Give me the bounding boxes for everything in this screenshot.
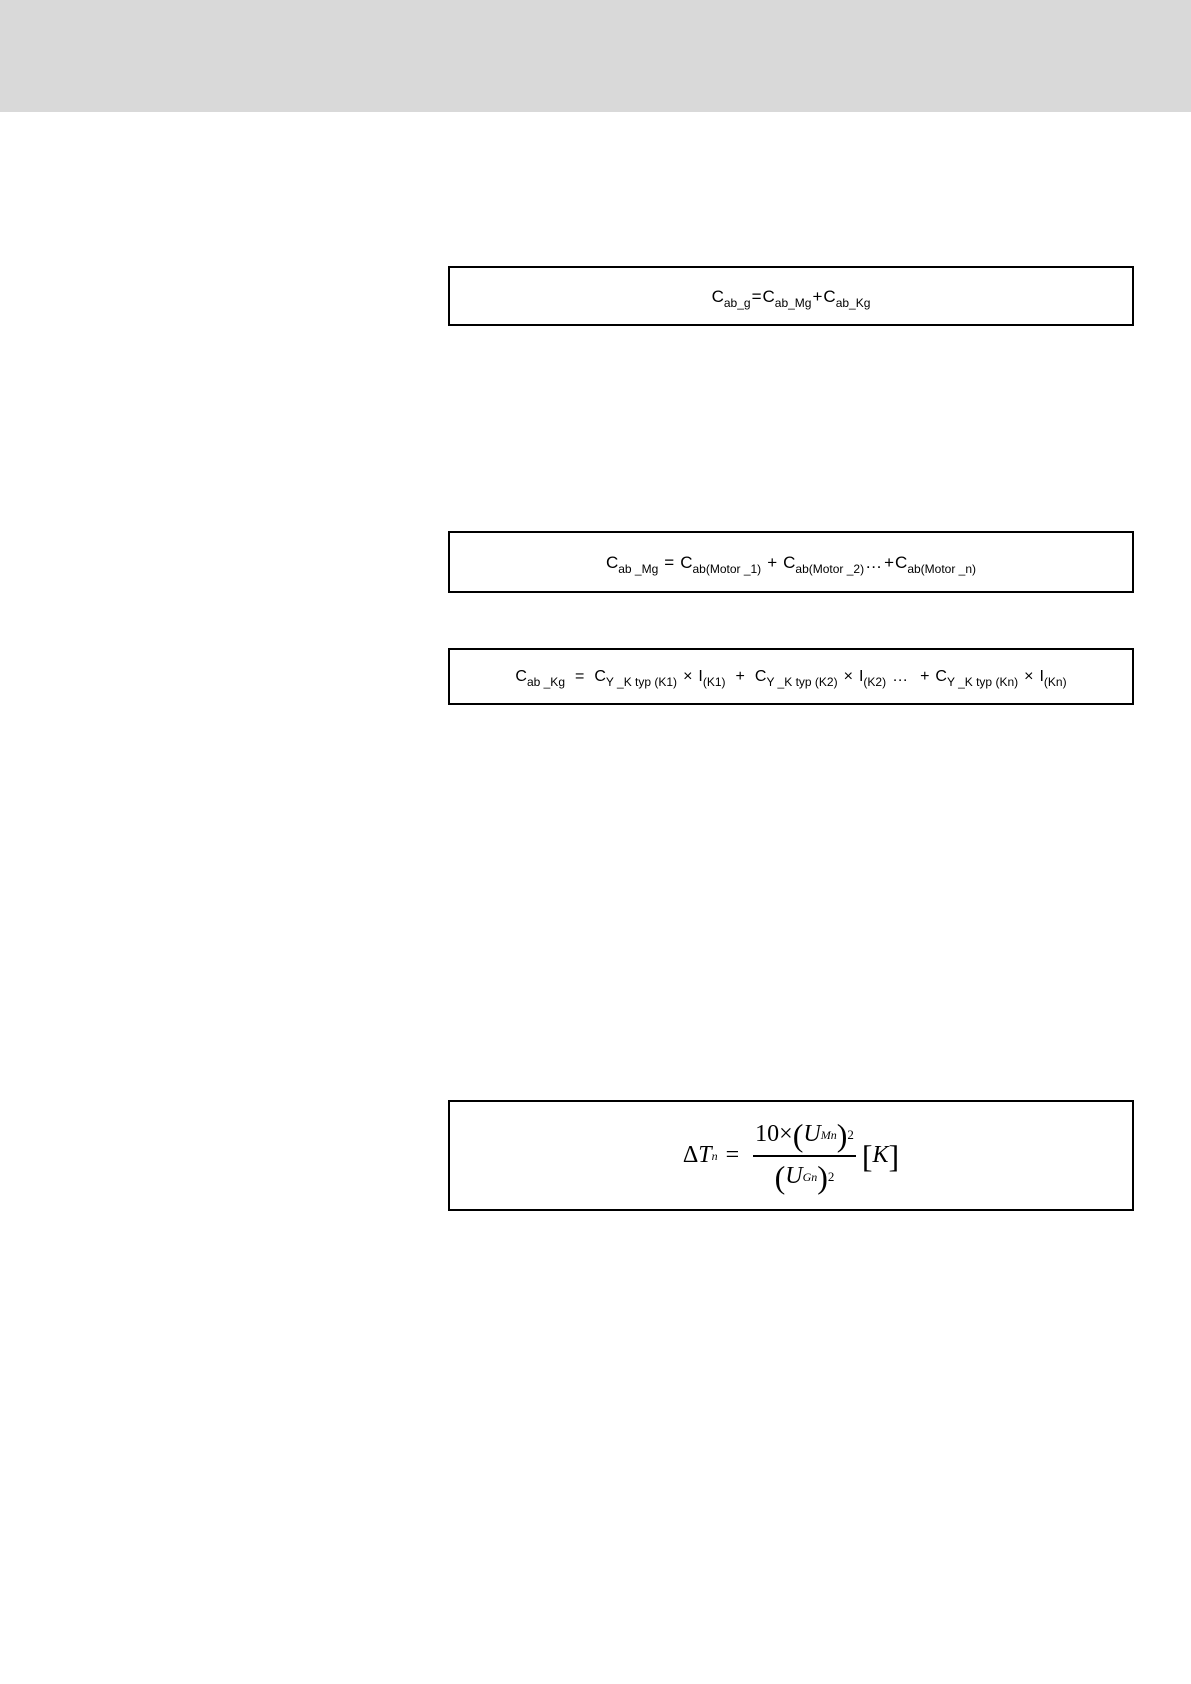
close-paren: ) bbox=[836, 1116, 848, 1153]
formula-box-cab-mg bbox=[448, 531, 1134, 593]
subscript: (Kn) bbox=[1043, 674, 1067, 689]
symbol: C bbox=[515, 667, 527, 685]
symbol: C bbox=[754, 667, 767, 685]
subscript: ab(Motor _n) bbox=[907, 561, 977, 576]
plus-sign: + bbox=[884, 552, 895, 572]
formula-cab-g bbox=[711, 286, 871, 310]
symbol: I bbox=[858, 667, 864, 685]
page-header-band bbox=[0, 0, 1191, 112]
symbol: C bbox=[711, 286, 724, 306]
plus-sign: + bbox=[920, 667, 930, 685]
delta-symbol: Δ bbox=[682, 1142, 699, 1168]
subscript: ab _Mg bbox=[618, 561, 659, 576]
equals-sign: = bbox=[664, 552, 675, 572]
symbol: C bbox=[594, 667, 606, 685]
subscript: ab(Motor _2) bbox=[795, 561, 865, 576]
subscript: ab _Kg bbox=[526, 674, 565, 689]
symbol: C bbox=[605, 552, 619, 572]
subscript: ab(Motor _1) bbox=[692, 561, 762, 576]
fraction-numerator: 10× ( U Mn ) 2 bbox=[755, 1116, 854, 1153]
subscript: ab_Mg bbox=[774, 295, 812, 310]
fraction bbox=[753, 1115, 856, 1197]
symbol: I bbox=[698, 667, 703, 685]
open-paren: ( bbox=[792, 1116, 804, 1153]
times-sign: × bbox=[1024, 667, 1034, 685]
subscript: Y _K typ (K1) bbox=[605, 674, 678, 689]
formula-box-delta-t bbox=[448, 1100, 1134, 1211]
symbol: C bbox=[783, 552, 796, 572]
symbol: U bbox=[803, 1121, 821, 1147]
symbol: C bbox=[895, 552, 908, 572]
coefficient: 10× bbox=[755, 1121, 793, 1147]
equals-sign: = bbox=[751, 286, 762, 306]
plus-sign: + bbox=[767, 552, 778, 572]
symbol: C bbox=[935, 667, 947, 685]
unit-symbol: K bbox=[872, 1142, 889, 1168]
subscript: (K1) bbox=[702, 674, 726, 689]
times-sign: × bbox=[843, 667, 853, 685]
equals-sign: = bbox=[575, 667, 585, 685]
subscript: ab_Kg bbox=[835, 295, 871, 310]
subscript: (K2) bbox=[863, 674, 887, 689]
plus-sign: + bbox=[735, 667, 745, 685]
equals-sign: = bbox=[725, 1142, 740, 1168]
symbol: C bbox=[680, 552, 693, 572]
subscript: Y _K typ (Kn) bbox=[946, 674, 1019, 689]
symbol: I bbox=[1039, 667, 1044, 685]
times-sign: × bbox=[683, 667, 693, 685]
formula-cab-mg bbox=[605, 552, 977, 576]
close-paren: ) bbox=[817, 1158, 828, 1195]
formula-box-cab-kg bbox=[448, 648, 1134, 705]
close-bracket: ] bbox=[888, 1137, 900, 1174]
formula-cab-kg bbox=[515, 667, 1067, 689]
ellipsis: … bbox=[865, 552, 883, 572]
plus-sign: + bbox=[812, 286, 823, 306]
symbol: C bbox=[762, 286, 775, 306]
open-paren: ( bbox=[774, 1158, 786, 1195]
open-bracket: [ bbox=[861, 1137, 873, 1174]
subscript: Y _K typ (K2) bbox=[766, 674, 838, 689]
fraction-denominator: ( U Gn ) 2 bbox=[774, 1158, 835, 1195]
symbol: C bbox=[823, 286, 836, 306]
formula-box-cab-g bbox=[448, 266, 1134, 326]
symbol: T bbox=[698, 1142, 712, 1168]
ellipsis: … bbox=[892, 667, 909, 685]
formula-delta-t: Δ T n = 10× ( U Mn ) 2 ( U Gn ) 2 [ K ] bbox=[682, 1116, 900, 1195]
symbol: U bbox=[785, 1163, 803, 1189]
subscript: ab_g bbox=[723, 295, 751, 310]
